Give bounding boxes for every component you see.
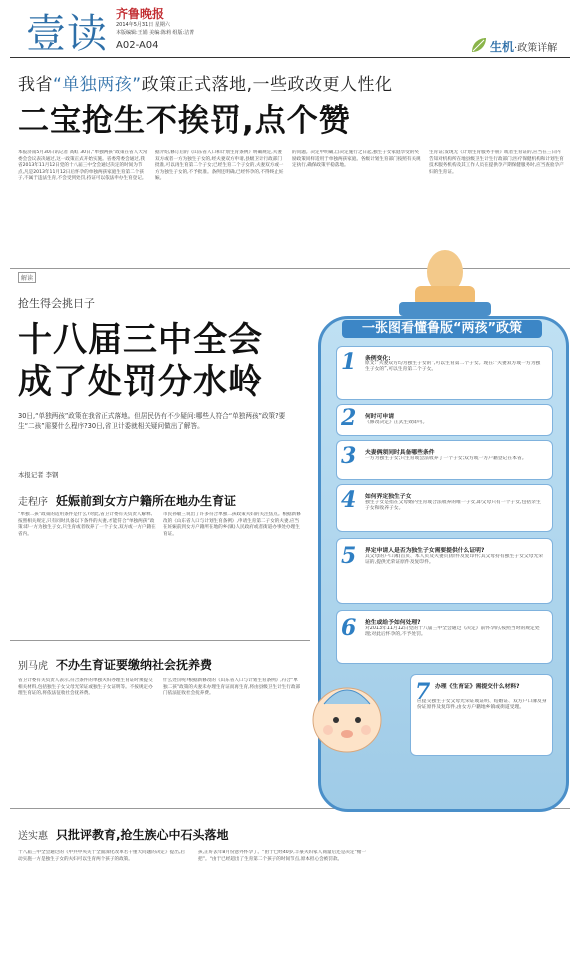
lead-column-4: 生育证;发现无《计划生育服务手册》或者生育证的,应当在三日内告知对机构所在地县级卫生计生行政部门;医疗保健机构和计划生育技术服务机构及其工作人员在提供孕产期保健服务时,应当查验孕产妇的生育证。 [429,150,564,175]
subsection-3-column-1: 十八届三中全会通过的《中共中央关于全面深化改革若干重大问题的决定》提出,启动实施一方是独生子女的夫妇可以生育两个孩子的政策。 [18,850,185,862]
card-title-2: 何时可申请 [365,414,394,420]
card-title-1: 条例变化: [365,356,391,362]
subsection-1-column-1: “单独二孩”政策的适用条件是什么?对此,省卫计委有关负责人解释,按照相关规定,只有同时具备以下条件的夫妻,才能符合“单独两孩”政策:即一方为独生子女,只生育或者收养了一个子女,双方或一方户籍在省内。 [18,512,156,537]
lead-kicker [18,70,393,95]
card-body-6: 对2013年11月12日党的十八届三中全会通过《决定》前怀孕的,按照当时的规定处理;对此后怀孕的,不予处罚。 [365,626,540,638]
article2-headline-line2: 成了处罚分水岭 [18,362,263,402]
card-number-3: 3 [341,443,357,469]
subsection-1-rule [10,640,310,641]
section-name: 壹读 [26,11,108,57]
lead-column-3: 的问题。决定中明确,自决定施行之日起,独生子女家庭享受的奖励政策同样适用于单独两孩家庭。各级计划生育部门按照有关规定执行,确保政策平稳落地。 [292,150,421,169]
policy-card-3 [336,440,553,480]
article2-body: 30日,“单独两孩”政策在我省正式落地。但居民仍有不少疑问:哪些人符合“单独两孩”政策?要生“二孩”需要什么程序?30日,省卫计委就相关疑问做出了解答。 [18,412,286,430]
subsection-3-title: 只批评教育,抢生族心中石头落地 [56,828,229,842]
lead-kicker-highlight: “单独两孩” [53,75,142,95]
subsection-1-title: 妊娠前到女方户籍所在地办生育证 [56,494,237,508]
newspaper-brand: 齐鲁晚报 [116,7,165,21]
policy-card-1 [336,346,553,400]
date-line: 2014年5月31日 星期六 [116,22,170,28]
card-number-2: 2 [341,405,357,431]
card-title-7: 办理《生育证》需提交什么材料? [435,684,520,690]
subsection-2-column-2: 什么处罚呢?根据新修改的《山东省人口与计划生育条例》,符合“单独二孩”政策的夫妻未办理生育证而再生育,将由县级卫生计生行政部门依法征收社会抚养费。 [163,678,301,697]
card-body-4: 独生子女是指在父母婚内生育或合法收养的唯一子女,即父母只有一个子女,包括亲生子女和收养子女。 [365,500,541,512]
editors-line: 本版编辑:王娟 美编:陈莉 组版:洁菁 [116,30,195,36]
lead-headline: 二宝抢生不挨罚,点个赞 [18,103,351,139]
subsection-3-head [18,826,229,843]
card-body-2: 《修改决定》正式生效即可。 [365,420,428,425]
card-number-1: 1 [341,349,357,375]
bottle-nipple-icon [385,250,505,320]
policy-card-7 [410,674,553,756]
subsection-1-column-2: 市民孙敏三说出了许多符合单独二孩政策夫妇的关注焦点。根据新修改的《山东省人口与计划生育条例》,申请生育第二子女的夫妻,应当在妊娠前到女方户籍所在地的乡(镇)人民政府或者街道办事处办理生育证。 [163,512,301,537]
card-number-7: 7 [415,679,431,705]
infographic [300,250,575,810]
card-number-5: 5 [341,543,357,569]
page-range: A02-A04 [116,40,159,51]
subsection-2-column-1: 省卫计委有关负责人表示,符合条件的单独夫妇办理生育证时须提交相关材料,包括独生子女父母光荣证或独生子女证明等。不按规定办理生育证的,将依法征收社会抚养费。 [18,678,153,697]
subsection-2-tag: 别马虎 [18,661,48,672]
subsection-2-head [18,656,212,673]
analysis-label: 解读 [18,272,36,283]
card-body-7: 应提交独生子女父母光荣证或证明、结婚证、双方户口簿及身份证原件及复印件,由女方户籍地乡镇或街道受理。 [417,699,547,711]
subsection-1-tag: 走程序 [18,497,48,508]
card-title-3: 夫妻俩须同时具备哪些条件 [365,450,435,456]
article2-headline-line1: 十八届三中全会 [18,320,263,360]
policy-card-5 [336,538,553,604]
card-number-6: 6 [341,615,357,641]
card-title-4: 如何界定独生子女 [365,494,412,500]
infographic-title: 一张图看懂鲁版“两孩”政策 [342,320,542,338]
leaf-icon [470,36,488,54]
section-tag-sub: ·政策详解 [514,43,558,54]
article2-byline: 本报记者 李钢 [18,471,59,479]
subsection-1-head [18,492,236,509]
lead-kicker-text: 我省“单独两孩”政策正式落地,一些政改更人性化 [18,75,393,95]
card-title-6: 抢生或给予如何处理? [365,620,421,626]
policy-card-6 [336,610,553,664]
subsection-3-tag: 送实惠 [18,831,48,842]
subsection-3-column-2: 孩,正好去年8月份意外怀孕了。“由于已经40岁,丰豪夫妇家人商量后还是决定“赌一把”。“由于已经超出了生育第二个孩子的时间节点,原本担心会被罚款。 [198,850,367,862]
card-number-4: 4 [341,487,357,513]
section-tag-main: 生机 [490,40,515,54]
section-tag [470,36,578,56]
subsection-2-title: 不办生育证要缴纳社会抚养费 [56,658,213,672]
lead-column-2: 据介绍,修订后的《山东省人口和计划生育条例》明确规定,夫妻双方或者一方为独生子女的,经夫妻双方申请,县级卫计行政部门批准,可以再生育第二个子女;已经生育二个子女的,夫妻双方或一方为独生子女的,不予批准。条例还明确,已经怀孕的,不得终止妊娠。 [155,150,284,182]
baby-illustration [302,670,392,760]
card-body-1: 原文:“夫妻双方均为独生子女的”,可以生育第二个子女。现在:“夫妻双方或一方为独生子女的”,可以生育第二个子女。 [365,361,541,373]
article2-kicker: 抢生得会挑日子 [18,297,95,310]
card-title-5: 界定申请人是否为独生子女需要提供什么证明? [365,548,485,554]
policy-card-2 [336,404,553,436]
policy-card-4 [336,484,553,532]
lead-column-1: 本报济南5月30日讯记者 高虹 30日,“单独两孩”政策在省人大常委会会议表决通过,这一政策正式开始实施。省委常委会通过,我省2013年11月12日党的十八届三中全会通过决定的时间为节点,凡是2013年11月12日后怀孕的单独两孩家庭生育第二个孩子,不属于违法生育,不会受到处罚,持证可以依法申办生育登记。 [18,150,148,182]
card-body-3: 一方为独生子女;只生育或会法收养了一个子女;双方或一方户籍登记在本省。 [365,456,527,461]
card-body-5: 其父母的户口簿(首页、本人页及夫妻页)原件及复印件;其父母持有独生子女父母光荣证的,提供光荣证原件及复印件。 [365,554,544,566]
header-rule [10,57,570,58]
